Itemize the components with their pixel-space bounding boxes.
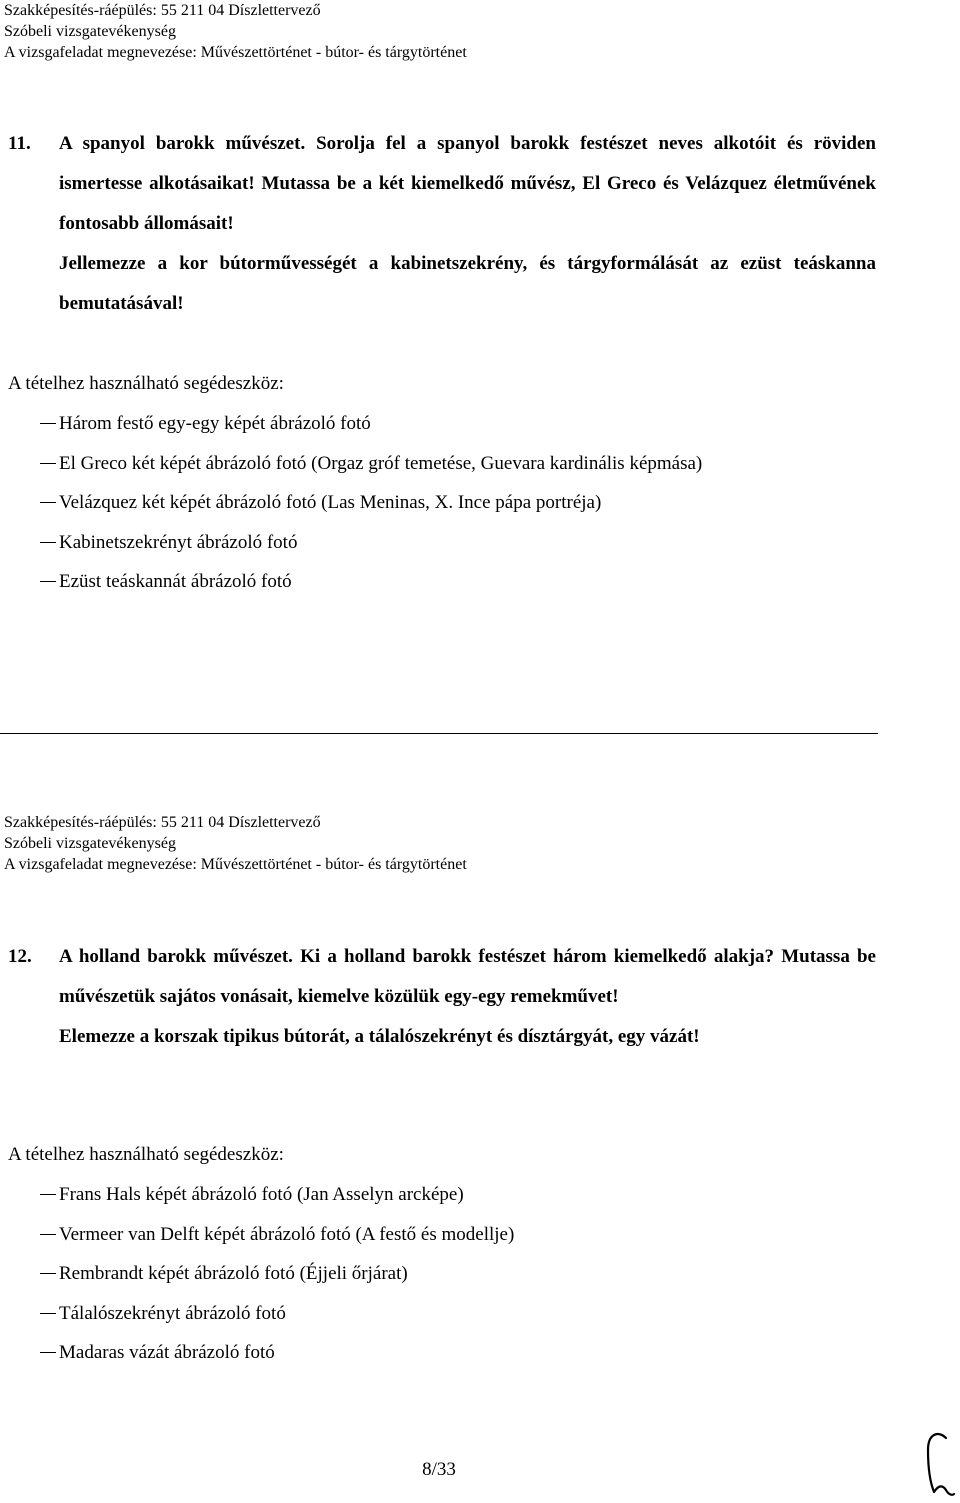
task-number: 12. [8,946,32,967]
list-item: Vermeer van Delft képét ábrázoló fotó (A festő és modellje) [8,1223,514,1263]
tools-label: A tételhez használható segédeszköz: [8,373,284,394]
list-item: Velázquez két képét ábrázoló fotó (Las Meninas, X. Ince pápa portréja) [8,491,702,531]
list-item: Ezüst teáskannát ábrázoló fotó [8,570,702,610]
list-item: Rembrandt képét ábrázoló fotó (Éjjeli őrjárat) [8,1262,514,1302]
list-item: Madaras vázát ábrázoló fotó [8,1341,514,1381]
header-qualification: Szakképesítés-ráépülés: 55 211 04 Díszlettervező [4,814,321,831]
header-activity: Szóbeli vizsgatevékenység [4,835,176,852]
task-question: A spanyol barokk művészet. Sorolja fel a spanyol barokk festészet neves alkotóit és röviden ismertesse alkotásaikat! Mutassa be a két kiemelkedő művész, El Greco és Velázquez életművének fontosabb állomásait! [59,133,876,234]
task-question: A holland barokk művészet. Ki a holland barokk festészet három kiemelkedő alakja? Mutassa be művészetük sajátos vonásait, kiemelve közülük egy-egy remekművet! [59,946,876,1007]
dash-bullet [40,502,56,503]
tools-label: A tételhez használható segédeszköz: [8,1144,284,1165]
task-11 [8,124,876,324]
header-activity: Szóbeli vizsgatevékenység [4,23,176,40]
page-separator [0,733,878,734]
task-12 [8,937,876,1057]
task-question: Elemezze a korszak tipikus bútorát, a tálalószekrényt és dísztárgyát, egy vázát! [59,1026,700,1047]
page-number: 8/33 [422,1459,456,1480]
page-header-bottom [4,812,467,875]
dash-bullet [40,463,56,464]
dash-bullet [40,542,56,543]
header-qualification: Szakképesítés-ráépülés: 55 211 04 Díszlettervező [4,2,321,19]
list-item: Kabinetszekrényt ábrázoló fotó [8,531,702,571]
task-number: 11. [8,133,31,154]
task-question: Jellemezze a kor bútorművességét a kabinetszekrény, és tárgyformálását az ezüst teáskanna bemutatásával! [59,253,876,314]
handwritten-signature-icon [916,1428,956,1500]
list-item: Három festő egy-egy képét ábrázoló fotó [8,412,702,452]
list-item: Frans Hals képét ábrázoló fotó (Jan Asselyn arcképe) [8,1183,514,1223]
dash-bullet [40,423,56,424]
dash-bullet [40,1234,56,1235]
list-item: El Greco két képét ábrázoló fotó (Orgaz gróf temetése, Guevara kardinális képmása) [8,452,702,492]
header-task-name: A vizsgafeladat megnevezése: Művészettörténet - bútor- és tárgytörténet [4,856,467,873]
dash-bullet [40,1352,56,1353]
tools-list [8,1183,514,1381]
header-task-name: A vizsgafeladat megnevezése: Művészettörténet - bútor- és tárgytörténet [4,44,467,61]
dash-bullet [40,1313,56,1314]
page-header-top [4,0,467,63]
tools-list [8,412,702,610]
dash-bullet [40,1273,56,1274]
list-item: Tálalószekrényt ábrázoló fotó [8,1302,514,1342]
dash-bullet [40,581,56,582]
dash-bullet [40,1194,56,1195]
